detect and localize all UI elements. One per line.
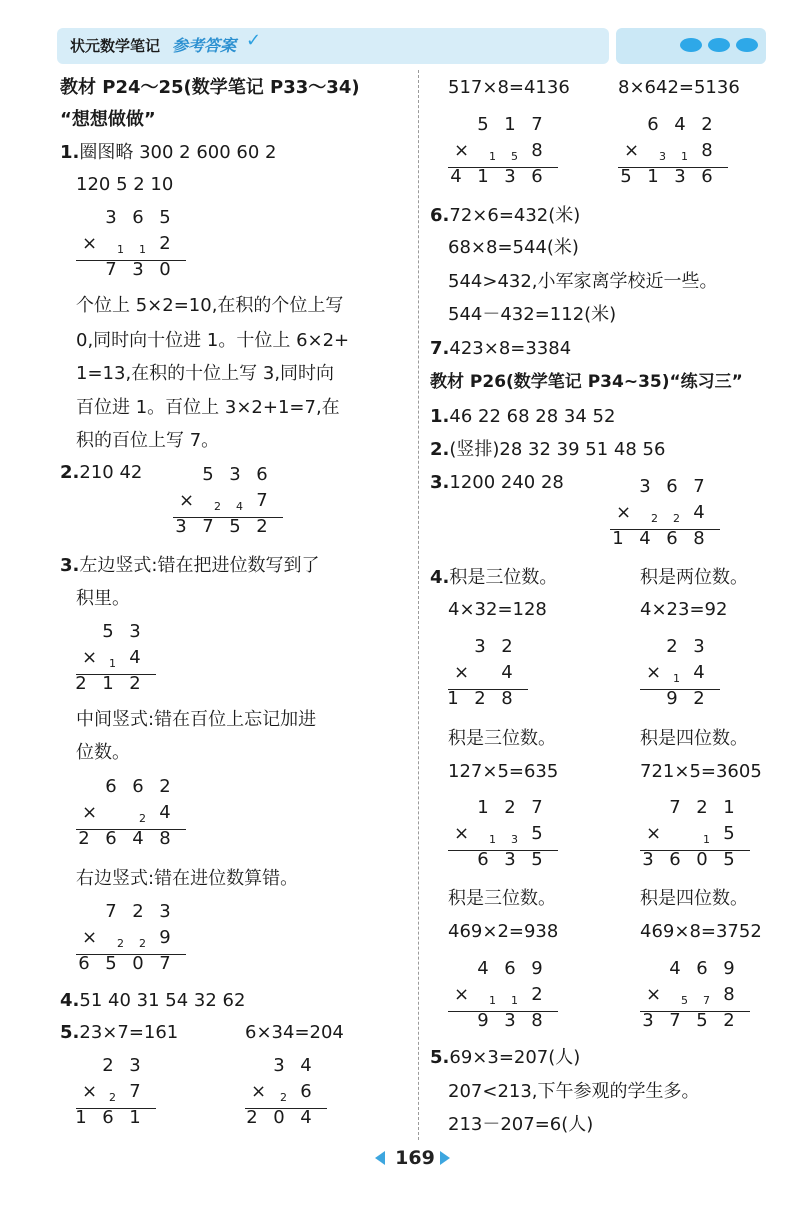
carry-digit: 7: [703, 994, 710, 1007]
digit: 9: [666, 688, 678, 709]
times-sign: ×: [454, 662, 470, 683]
exercise-2: [430, 439, 665, 461]
digit: 1: [723, 797, 735, 818]
answer-text: 积是三位数。: [448, 728, 556, 749]
product-row: [76, 952, 186, 978]
answer-text: 469×8=3752: [640, 921, 762, 942]
digit: 1: [612, 528, 624, 549]
multiplicand-row: [448, 796, 558, 822]
digit: 4: [669, 958, 681, 979]
multiplier-digit: 6: [300, 1081, 312, 1102]
digit: 4: [477, 958, 489, 979]
digit: 7: [105, 259, 117, 280]
times-sign: ×: [82, 233, 98, 254]
answer-text: 积是三位数。: [449, 567, 558, 588]
digit: 2: [693, 688, 705, 709]
digit: 1: [477, 166, 489, 187]
digit: 6: [669, 849, 681, 870]
answer-text: 544>432,小军家离学校近一些。: [448, 271, 718, 292]
multiplier-row: [448, 139, 558, 165]
answer-text: 积是四位数。: [640, 888, 748, 909]
explanation-line: 百位进 1。百位上 3×2+1=7,在: [76, 397, 340, 418]
question-number: 6.: [430, 205, 450, 226]
multiplicand-row: [76, 775, 186, 801]
question-number: 1.: [430, 406, 450, 427]
answer-text: 51 40 31 54 32 62: [79, 990, 246, 1011]
digit: 3: [504, 1010, 516, 1031]
answer-3: [60, 555, 319, 577]
multiplier-row: [76, 1080, 156, 1106]
question-number: 3.: [60, 555, 80, 576]
answer-text: 积里。: [76, 588, 130, 609]
multiplier-digit: 8: [723, 984, 735, 1005]
vertical-multiplication: [640, 796, 750, 874]
digit: 4: [300, 1107, 312, 1128]
digit: 3: [639, 476, 651, 497]
digit: 7: [669, 1010, 681, 1031]
digit: 3: [129, 621, 141, 642]
digit: 3: [642, 849, 654, 870]
digit: 8: [531, 1010, 543, 1031]
multiplier-digit: 2: [159, 233, 171, 254]
digit: 6: [701, 166, 713, 187]
carry-digit: 2: [651, 512, 658, 525]
question-number: 4.: [60, 990, 80, 1011]
answer-text: 4×32=128: [448, 599, 547, 620]
digit: 1: [647, 166, 659, 187]
vertical-multiplication: [173, 463, 283, 541]
multiplier-digit: 5: [531, 823, 543, 844]
times-sign: ×: [82, 927, 98, 948]
carry-digit: 2: [139, 937, 146, 950]
answer-4: [60, 990, 245, 1012]
digit: 0: [696, 849, 708, 870]
multiplier-row: [448, 661, 528, 687]
answer-text: 中间竖式:错在百位上忘记加进: [76, 709, 317, 730]
digit: 2: [102, 1055, 114, 1076]
answer-text: 423×8=3384: [449, 338, 572, 359]
answer-text: 1200 240 28: [449, 472, 564, 493]
carry-digit: 1: [117, 243, 124, 256]
multiplier-digit: 2: [531, 984, 543, 1005]
digit: 3: [474, 636, 486, 657]
times-sign: ×: [454, 984, 470, 1005]
digit: 3: [504, 166, 516, 187]
answer-text: 69×3=207(人): [449, 1047, 581, 1068]
digit: 2: [78, 828, 90, 849]
multiplicand-row: [448, 635, 528, 661]
multiplier-row: [610, 501, 720, 527]
product-row: [76, 258, 186, 284]
vertical-multiplication: [245, 1054, 327, 1132]
times-sign: ×: [454, 823, 470, 844]
product-row: [448, 1009, 558, 1035]
digit: 1: [477, 797, 489, 818]
times-sign: ×: [616, 502, 632, 523]
carry-digit: 1: [511, 994, 518, 1007]
digit: 9: [723, 958, 735, 979]
digit: 5: [159, 207, 171, 228]
question-number: 3.: [430, 472, 450, 493]
digit: 6: [666, 476, 678, 497]
product-row: [245, 1106, 327, 1132]
digit: 3: [693, 636, 705, 657]
carry-digit: 1: [703, 833, 710, 846]
answer-text: 右边竖式:错在进位数算错。: [76, 868, 299, 889]
digit: 2: [159, 776, 171, 797]
multiplier-row: [76, 926, 186, 952]
vertical-multiplication: [76, 1054, 156, 1132]
multiplicand-row: [76, 900, 186, 926]
answer-text: 左边竖式:错在把进位数写到了: [79, 555, 320, 576]
explanation-line: 0,同时向十位进 1。十位上 6×2+: [76, 330, 350, 351]
product-row: [76, 827, 186, 853]
answer-text: 积是两位数。: [640, 567, 748, 588]
next-arrow-icon: [440, 1151, 450, 1165]
exercise-5: [430, 1047, 580, 1069]
answer-text: 积是三位数。: [448, 888, 556, 909]
question-number: 7.: [430, 338, 450, 359]
multiplicand-row: [173, 463, 283, 489]
multiplier-row: [640, 822, 750, 848]
multiplier-row: [640, 661, 720, 687]
question-number: 1.: [60, 142, 80, 163]
digit: 0: [132, 953, 144, 974]
digit: 2: [696, 797, 708, 818]
times-sign: ×: [624, 140, 640, 161]
digit: 6: [666, 528, 678, 549]
multiplier-row: [618, 139, 728, 165]
digit: 2: [129, 673, 141, 694]
answer-5: [60, 1022, 178, 1044]
multiplicand-row: [76, 620, 156, 646]
digit: 5: [102, 621, 114, 642]
multiplier-digit: 7: [256, 490, 268, 511]
multiplier-row: [640, 983, 750, 1009]
vertical-multiplication: [76, 206, 186, 284]
digit: 3: [674, 166, 686, 187]
digit: 2: [504, 797, 516, 818]
exercise-1: [430, 406, 615, 428]
digit: 6: [647, 114, 659, 135]
digit: 4: [300, 1055, 312, 1076]
times-sign: ×: [646, 662, 662, 683]
digit: 4: [674, 114, 686, 135]
prev-arrow-icon: [375, 1151, 385, 1165]
carry-digit: 5: [511, 150, 518, 163]
explanation-line: 个位上 5×2=10,在积的个位上写: [76, 295, 344, 316]
digit: 7: [202, 516, 214, 537]
answer-text: 120 5 2 10: [76, 174, 174, 195]
answer-text: 127×5=635: [448, 761, 559, 782]
vertical-multiplication: [76, 620, 156, 698]
answer-1: [60, 142, 277, 164]
digit: 6: [477, 849, 489, 870]
carry-digit: 1: [109, 657, 116, 670]
times-sign: ×: [82, 1081, 98, 1102]
answer-text: 469×2=938: [448, 921, 559, 942]
multiplicand-row: [245, 1054, 327, 1080]
vertical-multiplication: [448, 796, 558, 874]
carry-digit: 1: [489, 994, 496, 1007]
digit: 3: [642, 1010, 654, 1031]
section-heading: 教材 P24～25(数学笔记 P33～34): [60, 77, 360, 98]
digit: 0: [273, 1107, 285, 1128]
answer-text: 位数。: [76, 742, 130, 763]
digit: 5: [723, 849, 735, 870]
multiplier-digit: 7: [129, 1081, 141, 1102]
digit: 7: [531, 797, 543, 818]
answer-text: 8×642=5136: [618, 77, 740, 98]
product-row: [448, 687, 528, 713]
multiplier-digit: 5: [723, 823, 735, 844]
carry-digit: 1: [681, 150, 688, 163]
digit: 7: [159, 953, 171, 974]
answer-text: 210 42: [79, 462, 143, 483]
digit: 6: [256, 464, 268, 485]
vertical-multiplication: [448, 113, 558, 191]
digit: 3: [159, 901, 171, 922]
vertical-multiplication: [640, 957, 750, 1035]
carry-digit: 1: [489, 833, 496, 846]
digit: 2: [723, 1010, 735, 1031]
vertical-multiplication: [610, 475, 720, 553]
digit: 6: [102, 1107, 114, 1128]
digit: 6: [105, 776, 117, 797]
digit: 1: [447, 688, 459, 709]
answer-text: 721×5=3605: [640, 761, 762, 782]
page-number: 169: [395, 1147, 435, 1169]
digit: 5: [202, 464, 214, 485]
exercise-3: [430, 472, 564, 494]
product-row: [173, 515, 283, 541]
answer-text: 4×23=92: [640, 599, 728, 620]
multiplier-digit: 9: [159, 927, 171, 948]
digit: 2: [666, 636, 678, 657]
answer-text: 圈图略 300 2 600 60 2: [79, 142, 277, 163]
times-sign: ×: [646, 984, 662, 1005]
digit: 5: [105, 953, 117, 974]
carry-digit: 2: [280, 1091, 287, 1104]
digit: 5: [620, 166, 632, 187]
answer-text: (竖排)28 32 39 51 48 56: [449, 439, 666, 460]
multiplier-digit: 4: [501, 662, 513, 683]
answer-text: 积是四位数。: [640, 728, 748, 749]
check-icon: ✓: [246, 30, 262, 51]
times-sign: ×: [179, 490, 195, 511]
question-number: 2.: [430, 439, 450, 460]
digit: 3: [229, 464, 241, 485]
answer-text: 68×8=544(米): [448, 237, 579, 258]
column-divider: [418, 70, 419, 1140]
digit: 6: [696, 958, 708, 979]
vertical-multiplication: [76, 900, 186, 978]
times-sign: ×: [82, 802, 98, 823]
digit: 1: [75, 1107, 87, 1128]
carry-digit: 1: [673, 672, 680, 685]
times-sign: ×: [646, 823, 662, 844]
digit: 6: [504, 958, 516, 979]
digit: 1: [129, 1107, 141, 1128]
product-row: [76, 672, 156, 698]
digit: 4: [132, 828, 144, 849]
digit: 5: [696, 1010, 708, 1031]
book-title: 状元数学笔记: [70, 37, 161, 55]
digit: 8: [693, 528, 705, 549]
multiplicand-row: [640, 635, 720, 661]
digit: 0: [159, 259, 171, 280]
digit: 2: [256, 516, 268, 537]
vertical-multiplication: [448, 957, 558, 1035]
multiplicand-row: [640, 957, 750, 983]
digit: 3: [129, 1055, 141, 1076]
answer-7: [430, 338, 571, 360]
digit: 9: [477, 1010, 489, 1031]
multiplier-row: [245, 1080, 327, 1106]
multiplier-row: [448, 983, 558, 1009]
carry-digit: 2: [109, 1091, 116, 1104]
answer-text: 207<213,下午参观的学生多。: [448, 1081, 700, 1102]
answer-text: 23×7=161: [79, 1022, 179, 1043]
multiplier-digit: 4: [129, 647, 141, 668]
answer-text: 517×8=4136: [448, 77, 570, 98]
question-number: 5.: [430, 1047, 450, 1068]
digit: 2: [246, 1107, 258, 1128]
question-number: 5.: [60, 1022, 80, 1043]
multiplier-digit: 8: [531, 140, 543, 161]
vertical-multiplication: [448, 635, 528, 713]
answer-text: 213－207=6(人): [448, 1114, 594, 1135]
digit: 3: [175, 516, 187, 537]
multiplier-row: [448, 822, 558, 848]
vertical-multiplication: [640, 635, 720, 713]
carry-digit: 2: [139, 812, 146, 825]
answers-label: 参考答案: [172, 36, 237, 55]
product-row: [618, 165, 728, 191]
digit: 6: [132, 207, 144, 228]
answer-text: 6×34=204: [245, 1022, 344, 1043]
multiplier-digit: 4: [693, 502, 705, 523]
product-row: [640, 687, 720, 713]
product-row: [640, 1009, 750, 1035]
multiplicand-row: [448, 113, 558, 139]
multiplier-row: [76, 232, 186, 258]
carry-digit: 5: [681, 994, 688, 1007]
dot-icon: [708, 38, 730, 52]
vertical-multiplication: [618, 113, 728, 191]
digit: 6: [105, 828, 117, 849]
digit: 3: [132, 259, 144, 280]
answer-2: [60, 462, 142, 484]
answer-text: 72×6=432(米): [449, 205, 581, 226]
exercise-4: [430, 567, 557, 589]
multiplicand-row: [618, 113, 728, 139]
answer-6: [430, 205, 580, 227]
digit: 2: [474, 688, 486, 709]
digit: 3: [273, 1055, 285, 1076]
answer-text: 544－432=112(米): [448, 304, 617, 325]
digit: 3: [504, 849, 516, 870]
digit: 1: [102, 673, 114, 694]
times-sign: ×: [251, 1081, 267, 1102]
multiplier-digit: 4: [159, 802, 171, 823]
product-row: [640, 848, 750, 874]
digit: 5: [531, 849, 543, 870]
multiplier-digit: 8: [701, 140, 713, 161]
product-row: [76, 1106, 156, 1132]
multiplier-row: [173, 489, 283, 515]
digit: 7: [669, 797, 681, 818]
digit: 7: [105, 901, 117, 922]
digit: 5: [477, 114, 489, 135]
digit: 6: [78, 953, 90, 974]
digit: 9: [531, 958, 543, 979]
answer-text: 46 22 68 28 34 52: [449, 406, 616, 427]
digit: 1: [504, 114, 516, 135]
carry-digit: 1: [139, 243, 146, 256]
carry-digit: 1: [489, 150, 496, 163]
times-sign: ×: [454, 140, 470, 161]
subsection-heading: “想想做做”: [60, 109, 156, 130]
multiplier-row: [76, 646, 156, 672]
digit: 6: [531, 166, 543, 187]
dot-icon: [680, 38, 702, 52]
digit: 2: [132, 901, 144, 922]
carry-digit: 3: [511, 833, 518, 846]
digit: 3: [105, 207, 117, 228]
digit: 8: [159, 828, 171, 849]
digit: 4: [450, 166, 462, 187]
carry-digit: 4: [236, 500, 243, 513]
digit: 4: [639, 528, 651, 549]
multiplier-row: [76, 801, 186, 827]
digit: 7: [531, 114, 543, 135]
product-row: [448, 165, 558, 191]
vertical-multiplication: [76, 775, 186, 853]
section-heading: 教材 P26(数学笔记 P34~35)“练习三”: [430, 372, 743, 392]
digit: 8: [501, 688, 513, 709]
digit: 2: [701, 114, 713, 135]
digit: 7: [693, 476, 705, 497]
carry-digit: 2: [117, 937, 124, 950]
multiplicand-row: [610, 475, 720, 501]
digit: 2: [75, 673, 87, 694]
question-number: 4.: [430, 567, 450, 588]
carry-digit: 2: [673, 512, 680, 525]
digit: 5: [229, 516, 241, 537]
dot-icon: [736, 38, 758, 52]
digit: 6: [132, 776, 144, 797]
carry-digit: 2: [214, 500, 221, 513]
explanation-line: 1=13,在积的十位上写 3,同时向: [76, 363, 335, 384]
digit: 2: [501, 636, 513, 657]
product-row: [610, 527, 720, 553]
multiplicand-row: [76, 206, 186, 232]
question-number: 2.: [60, 462, 80, 483]
product-row: [448, 848, 558, 874]
multiplicand-row: [640, 796, 750, 822]
carry-digit: 3: [659, 150, 666, 163]
multiplicand-row: [448, 957, 558, 983]
times-sign: ×: [82, 647, 98, 668]
explanation-line: 积的百位上写 7。: [76, 430, 220, 451]
multiplicand-row: [76, 1054, 156, 1080]
multiplier-digit: 4: [693, 662, 705, 683]
